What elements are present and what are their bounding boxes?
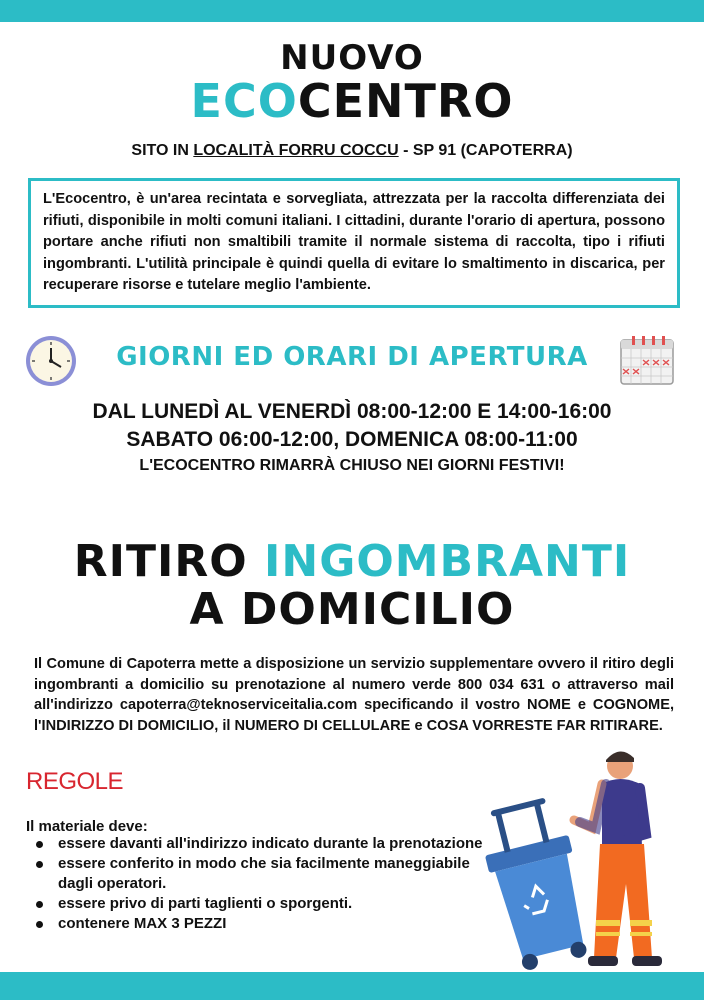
- ritiro-title-line2: A DOMICILIO: [189, 584, 515, 635]
- regole-heading: REGOLE: [26, 768, 124, 795]
- title-eco-accent: ECO: [190, 74, 298, 128]
- list-item-text: essere davanti all'indirizzo indicato durante la prenotazione: [58, 835, 483, 852]
- bullet-icon: [36, 841, 43, 848]
- location-subtitle: [0, 142, 704, 160]
- list-item-text: contenere MAX 3 PEZZI: [58, 915, 227, 932]
- top-accent-bar: [0, 0, 704, 22]
- regole-list: [26, 834, 496, 934]
- list-item: [26, 834, 496, 854]
- title-ecocentro: [0, 74, 704, 128]
- ritiro-title: [0, 536, 704, 587]
- list-item: [26, 914, 496, 934]
- ritiro-title-word1: RITIRO: [73, 536, 265, 587]
- bullet-icon: [36, 921, 43, 928]
- title-centro: CENTRO: [297, 74, 514, 128]
- bullet-icon: [36, 901, 43, 908]
- list-item-text: essere conferito in modo che sia facilmente maneggiabile dagli operatori.: [58, 855, 470, 892]
- bottom-accent-bar: [0, 972, 704, 1000]
- list-item: [26, 854, 496, 894]
- location-prefix: SITO IN: [131, 142, 194, 159]
- clock-icon: [24, 334, 78, 388]
- orari-weekdays: DAL LUNEDÌ AL VENERDÌ 08:00-12:00 E 14:00-16:00: [92, 400, 612, 423]
- calendar-icon: [618, 334, 676, 388]
- ritiro-description: Il Comune di Capoterra mette a disposizione un servizio supplementare ovvero il ritiro degli ingombranti a domicilio su prenotazione al numero verde 800 034 631 o attraverso mail all'indirizzo capoterra@teknoserviceitalia.com specificando il vostro NOME e COGNOME, l'INDIRIZZO DI DOMICILIO, il NUMERO DI CELLULARE e COSA VORRESTE FAR RITIRARE.: [34, 656, 674, 734]
- orari-weekend: SABATO 06:00-12:00, DOMENICA 08:00-11:00: [126, 428, 578, 451]
- list-item-text: essere privo di parti taglienti o sporgenti.: [58, 895, 353, 912]
- orari-closed-notice: L'ECOCENTRO RIMARRÀ CHIUSO NEI GIORNI FESTIVI!: [139, 457, 565, 474]
- title-nuovo: NUOVO: [280, 38, 424, 78]
- intro-box: L'Ecocentro, è un'area recintata e sorvegliata, attrezzata per la raccolta differenziata dei rifiuti, disponibile in molti comuni italiani. I cittadini, durante l'orario di apertura, possono portare anche rifiuti non smaltibili tramite il normale sistema di raccolta, tipo i rifiuti ingombranti. L'utilità principale è quindi quella di evitare lo smaltimento in discarica, per recuperare risorse e tutelare meglio l'ambiente.: [28, 178, 680, 308]
- bullet-icon: [36, 861, 43, 868]
- list-item: [26, 894, 496, 914]
- worker-bin-illustration: [476, 744, 686, 972]
- location-name: LOCALITÀ FORRU COCCU: [193, 142, 399, 159]
- regole-intro: Il materiale deve:: [26, 818, 148, 835]
- location-suffix: - SP 91 (CAPOTERRA): [398, 142, 573, 159]
- ritiro-title-accent: INGOMBRANTI: [264, 536, 631, 587]
- orari-title: GIORNI ED ORARI DI APERTURA: [116, 342, 588, 372]
